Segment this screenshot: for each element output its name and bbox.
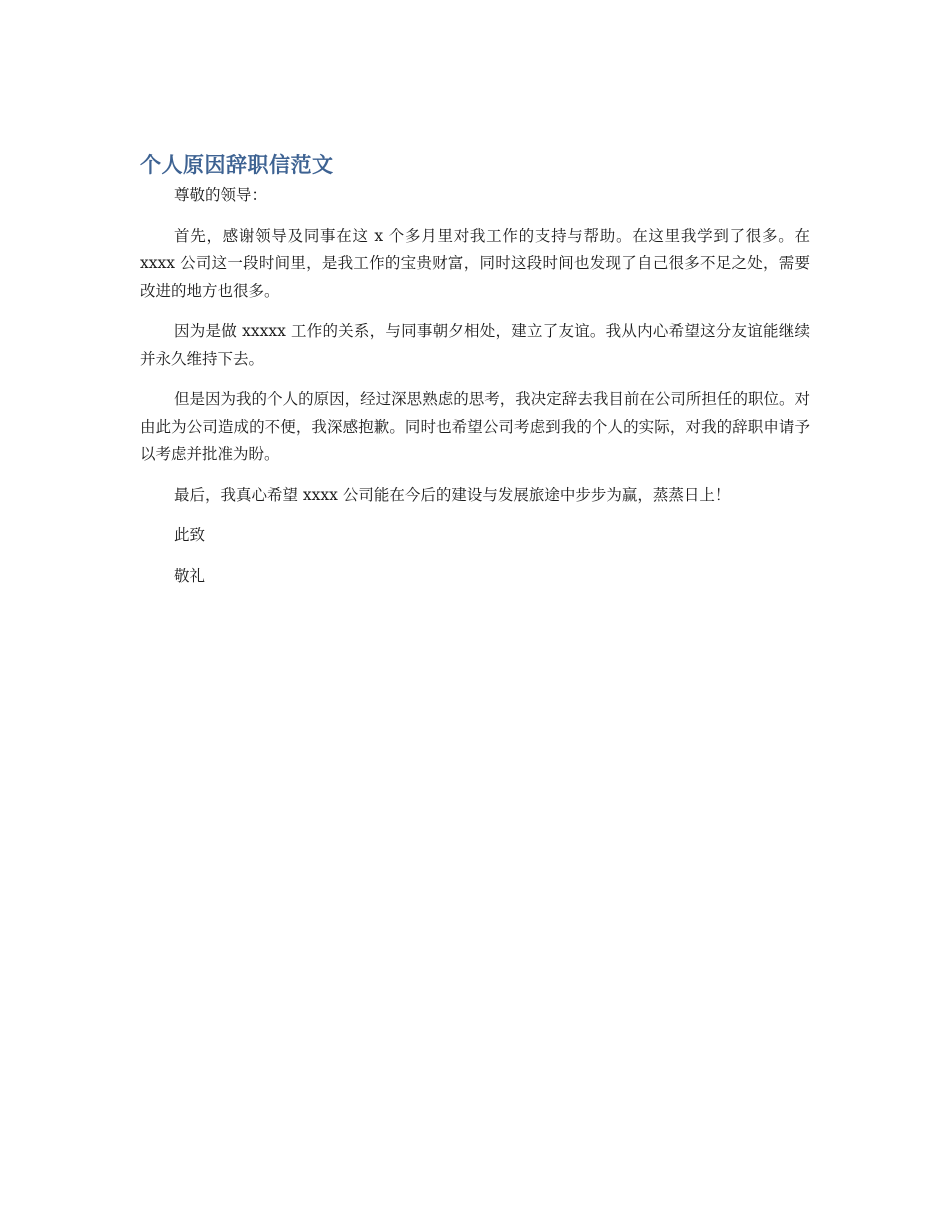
paragraph-wishes: 最后，我真心希望 xxxx 公司能在今后的建设与发展旅途中步步为赢，蒸蒸日上！: [174, 485, 731, 504]
paragraph-friendship: 因为是做 xxxxx 工作的关系，与同事朝夕相处，建立了友谊。我从内心希望这分友谊能继续并永久维持下去。: [140, 322, 810, 368]
closing-line-1: 此致: [174, 526, 206, 544]
salutation: 尊敬的领导：: [174, 186, 268, 204]
closing-line-2: 敬礼: [174, 566, 206, 585]
document-title: 个人原因辞职信范文: [140, 153, 334, 177]
paragraph-resignation: 但是因为我的个人的原因，经过深思熟虑的思考，我决定辞去我目前在公司所担任的职位。对由此为公司造成的不便，我深感抱歉。同时也希望公司考虑到我的个人的实际，对我的辞职申请予以考虑并批准为盼。: [140, 390, 810, 463]
paragraph-thanks: 首先，感谢领导及同事在这 x 个多月里对我工作的支持与帮助。在这里我学到了很多。在 xxxx 公司这一段时间里，是我工作的宝贵财富，同时这段时间也发现了自己很多不足之处，需要改进的地方也很多。: [140, 226, 810, 300]
document-body: [140, 150, 810, 590]
